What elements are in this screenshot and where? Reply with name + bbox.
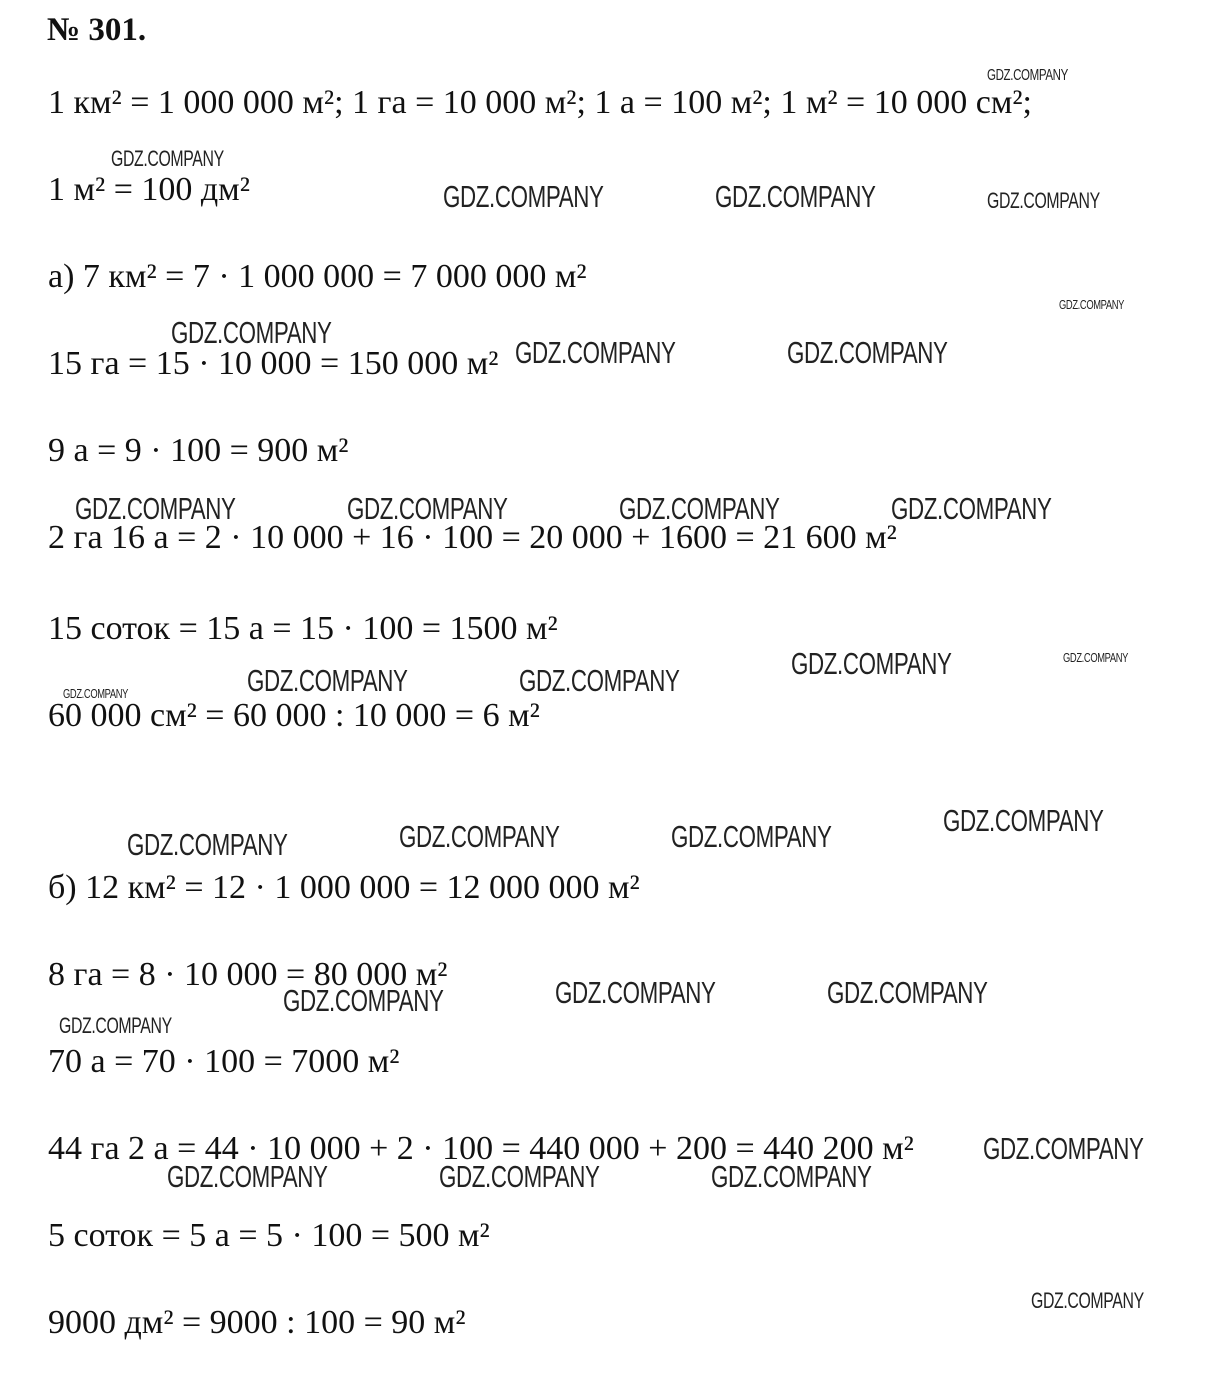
- solution-line-a: 60 000 см² = 60 000 : 10 000 = 6 м²: [48, 697, 540, 734]
- watermark: GDZ.COMPANY: [247, 663, 408, 698]
- watermark: GDZ.COMPANY: [75, 491, 236, 526]
- watermark: GDZ.COMPANY: [555, 975, 716, 1010]
- watermark: GDZ.COMPANY: [1059, 297, 1125, 312]
- solution-line-a: 15 га = 15 · 10 000 = 150 000 м²: [48, 345, 499, 382]
- definition-line: 1 км² = 1 000 000 м²; 1 га = 10 000 м²; 1 а = 100 м²; 1 м² = 10 000 см²;: [48, 84, 1032, 121]
- solution-line-a: 2 га 16 а = 2 · 10 000 + 16 · 100 = 20 000 + 1600 = 21 600 м²: [48, 519, 897, 556]
- watermark: GDZ.COMPANY: [1031, 1288, 1144, 1313]
- definition-line: 1 м² = 100 дм²: [48, 171, 250, 208]
- watermark: GDZ.COMPANY: [1063, 650, 1129, 665]
- watermark: GDZ.COMPANY: [619, 491, 780, 526]
- watermark: GDZ.COMPANY: [171, 315, 332, 350]
- watermark: GDZ.COMPANY: [987, 188, 1100, 213]
- watermark: GDZ.COMPANY: [443, 179, 604, 214]
- watermark: GDZ.COMPANY: [127, 827, 288, 862]
- watermark: GDZ.COMPANY: [111, 146, 224, 171]
- solution-line-a: а) 7 км² = 7 · 1 000 000 = 7 000 000 м²: [48, 258, 587, 295]
- watermark: GDZ.COMPANY: [943, 803, 1104, 838]
- solution-line-b: 5 соток = 5 а = 5 · 100 = 500 м²: [48, 1217, 490, 1254]
- watermark: GDZ.COMPANY: [63, 686, 129, 701]
- watermark: GDZ.COMPANY: [791, 646, 952, 681]
- solution-line-b: б) 12 км² = 12 · 1 000 000 = 12 000 000 м²: [48, 869, 640, 906]
- watermark: GDZ.COMPANY: [787, 335, 948, 370]
- watermark: GDZ.COMPANY: [711, 1159, 872, 1194]
- solution-line-b: 8 га = 8 · 10 000 = 80 000 м²: [48, 956, 448, 993]
- solution-line-b: 44 га 2 а = 44 · 10 000 + 2 · 100 = 440 000 + 200 = 440 200 м²: [48, 1130, 914, 1167]
- watermark: GDZ.COMPANY: [715, 179, 876, 214]
- watermark: GDZ.COMPANY: [891, 491, 1052, 526]
- solution-line-b: 70 а = 70 · 100 = 7000 м²: [48, 1043, 400, 1080]
- watermark: GDZ.COMPANY: [983, 1131, 1144, 1166]
- watermark: GDZ.COMPANY: [519, 663, 680, 698]
- watermark: GDZ.COMPANY: [439, 1159, 600, 1194]
- watermark: GDZ.COMPANY: [987, 67, 1068, 84]
- watermark: GDZ.COMPANY: [167, 1159, 328, 1194]
- watermark: GDZ.COMPANY: [827, 975, 988, 1010]
- watermark: GDZ.COMPANY: [283, 983, 444, 1018]
- solution-line-b: 9000 дм² = 9000 : 100 = 90 м²: [48, 1304, 466, 1341]
- solution-line-a: 15 соток = 15 а = 15 · 100 = 1500 м²: [48, 610, 558, 647]
- watermark: GDZ.COMPANY: [59, 1013, 172, 1038]
- watermark: GDZ.COMPANY: [399, 819, 560, 854]
- exercise-title: № 301.: [47, 12, 147, 48]
- watermark: GDZ.COMPANY: [347, 491, 508, 526]
- watermark: GDZ.COMPANY: [671, 819, 832, 854]
- solution-line-a: 9 а = 9 · 100 = 900 м²: [48, 432, 349, 469]
- watermark: GDZ.COMPANY: [515, 335, 676, 370]
